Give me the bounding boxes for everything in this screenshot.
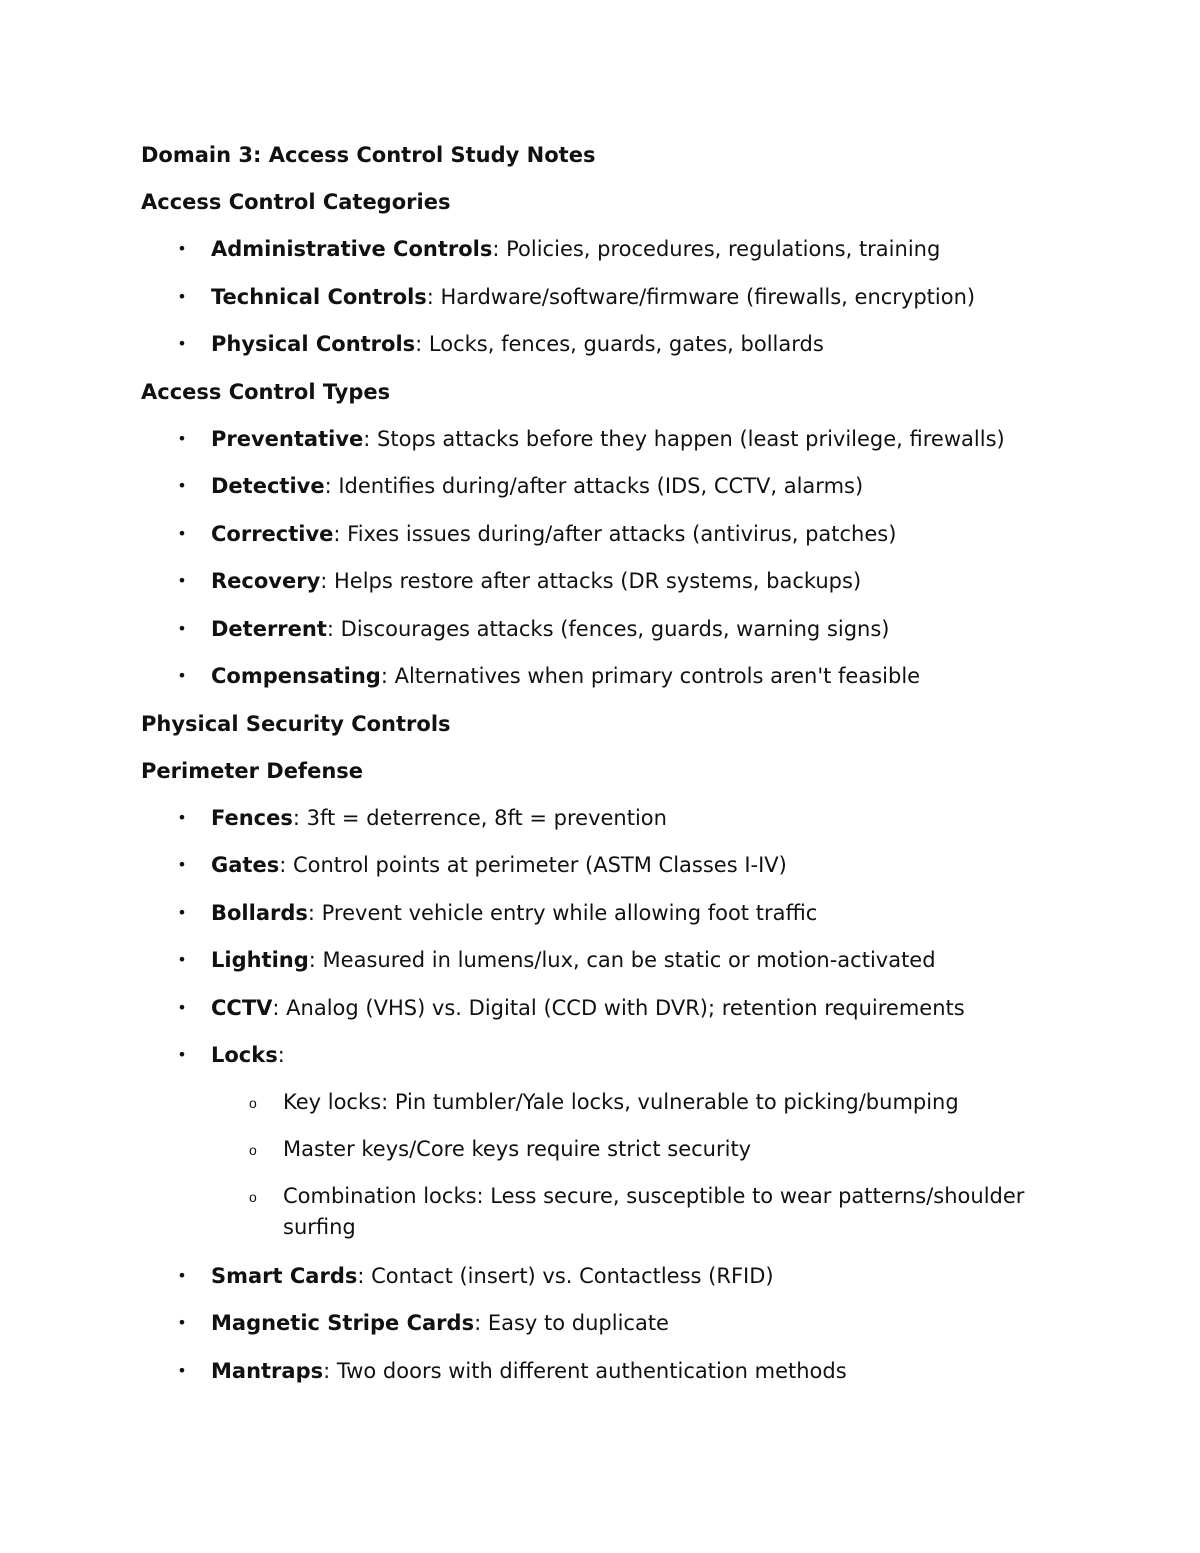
item-description: : bbox=[277, 1043, 285, 1067]
item-term: Fences bbox=[211, 805, 293, 830]
bullet-icon: • bbox=[177, 902, 187, 922]
sub-item-text: Combination locks: Less secure, susceptible to wear patterns/shoulder surfing bbox=[283, 1184, 1025, 1239]
section-heading: Physical Security Controls bbox=[141, 711, 451, 736]
item-term: Technical Controls bbox=[211, 284, 427, 309]
list-item bbox=[141, 1356, 1071, 1386]
item-description: : Contact (insert) vs. Contactless (RFID) bbox=[357, 1263, 774, 1288]
bullet-list bbox=[141, 803, 1071, 1386]
bullet-icon: • bbox=[177, 997, 187, 1017]
item-description: : Helps restore after attacks (DR systems, backups) bbox=[320, 569, 862, 593]
bullet-icon: • bbox=[177, 476, 187, 495]
bullet-list bbox=[141, 234, 1071, 359]
document-body bbox=[141, 140, 1071, 1403]
bullet-icon: • bbox=[177, 618, 187, 638]
list-item bbox=[141, 424, 1071, 454]
item-description: : Prevent vehicle entry while allowing foot traffic bbox=[307, 900, 818, 925]
item-term: Physical Controls bbox=[211, 332, 416, 356]
list-item bbox=[141, 661, 1071, 691]
item-description: : Control points at perimeter (ASTM Classes I-IV) bbox=[279, 853, 787, 877]
list-item bbox=[141, 945, 1071, 975]
list-item bbox=[141, 519, 1071, 549]
list-item bbox=[141, 282, 1071, 312]
circle-bullet-icon: o bbox=[249, 1095, 257, 1111]
bullet-icon: • bbox=[177, 950, 187, 969]
bullet-icon: • bbox=[177, 571, 187, 590]
item-description: : Stops attacks before they happen (least privilege, firewalls) bbox=[363, 426, 1005, 451]
item-description: : Hardware/software/firmware (firewalls, encryption) bbox=[426, 284, 976, 309]
sub-list-item bbox=[213, 1134, 1071, 1165]
item-description: : Two doors with different authentication methods bbox=[323, 1358, 847, 1383]
bullet-icon: • bbox=[177, 807, 187, 827]
list-item bbox=[141, 1040, 1071, 1243]
item-description: : Alternatives when primary controls aren't feasible bbox=[380, 664, 921, 688]
section-heading: Access Control Types bbox=[141, 379, 391, 404]
item-term: Deterrent bbox=[211, 616, 327, 641]
item-term: Compensating bbox=[211, 664, 381, 688]
list-item bbox=[141, 234, 1071, 264]
list-item bbox=[141, 803, 1071, 833]
list-item bbox=[141, 993, 1071, 1023]
list-item bbox=[141, 1308, 1071, 1338]
item-description: : 3ft = deterrence, 8ft = prevention bbox=[292, 805, 667, 830]
item-term: Detective bbox=[211, 474, 325, 498]
list-item bbox=[141, 850, 1071, 880]
item-term: CCTV bbox=[211, 995, 273, 1020]
item-description: : Fixes issues during/after attacks (antivirus, patches) bbox=[333, 521, 897, 546]
bullet-icon: • bbox=[177, 855, 187, 874]
bullet-icon: • bbox=[177, 1045, 187, 1064]
section-heading: Access Control Categories bbox=[141, 190, 451, 214]
list-item bbox=[141, 566, 1071, 596]
item-term: Locks bbox=[211, 1043, 278, 1067]
item-term: Gates bbox=[211, 853, 280, 877]
item-term: Magnetic Stripe Cards bbox=[211, 1311, 475, 1335]
list-item bbox=[141, 898, 1071, 928]
bullet-icon: • bbox=[177, 1360, 187, 1380]
item-description: : Policies, procedures, regulations, training bbox=[492, 237, 941, 261]
bullet-icon: • bbox=[177, 666, 187, 685]
document-title: Domain 3: Access Control Study Notes bbox=[141, 143, 596, 167]
item-description: : Measured in lumens/lux, can be static or motion-activated bbox=[308, 948, 936, 972]
bullet-icon: • bbox=[177, 239, 187, 258]
bullet-icon: • bbox=[177, 1313, 187, 1332]
sub-list-item bbox=[213, 1087, 1071, 1118]
item-term: Mantraps bbox=[211, 1358, 324, 1383]
sub-item-text: Key locks: Pin tumbler/Yale locks, vulnerable to picking/bumping bbox=[283, 1090, 959, 1114]
circle-bullet-icon: o bbox=[249, 1142, 257, 1158]
item-description: : Discourages attacks (fences, guards, warning signs) bbox=[326, 616, 890, 641]
list-item bbox=[141, 1261, 1071, 1291]
item-description: : Analog (VHS) vs. Digital (CCD with DVR); retention requirements bbox=[272, 995, 965, 1020]
sub-item-text: Master keys/Core keys require strict security bbox=[283, 1137, 752, 1161]
bullet-icon: • bbox=[177, 428, 187, 448]
sub-bullet-list bbox=[211, 1087, 1071, 1243]
sub-list-item bbox=[213, 1181, 1071, 1243]
subsection-heading: Perimeter Defense bbox=[141, 758, 364, 783]
item-description: : Identifies during/after attacks (IDS, CCTV, alarms) bbox=[324, 474, 864, 498]
bullet-list bbox=[141, 424, 1071, 692]
list-item bbox=[141, 471, 1071, 501]
bullet-icon: • bbox=[177, 334, 187, 353]
item-term: Recovery bbox=[211, 569, 321, 593]
bullet-icon: • bbox=[177, 286, 187, 306]
bullet-icon: • bbox=[177, 1265, 187, 1285]
item-term: Bollards bbox=[211, 900, 308, 925]
item-term: Corrective bbox=[211, 521, 334, 546]
item-description: : Locks, fences, guards, gates, bollards bbox=[415, 332, 824, 356]
list-item bbox=[141, 329, 1071, 359]
item-term: Smart Cards bbox=[211, 1263, 358, 1288]
item-description: : Easy to duplicate bbox=[474, 1311, 669, 1335]
item-term: Administrative Controls bbox=[211, 237, 493, 261]
item-term: Lighting bbox=[211, 948, 309, 972]
list-item bbox=[141, 614, 1071, 644]
circle-bullet-icon: o bbox=[249, 1189, 257, 1205]
item-term: Preventative bbox=[211, 426, 364, 451]
bullet-icon: • bbox=[177, 523, 187, 543]
